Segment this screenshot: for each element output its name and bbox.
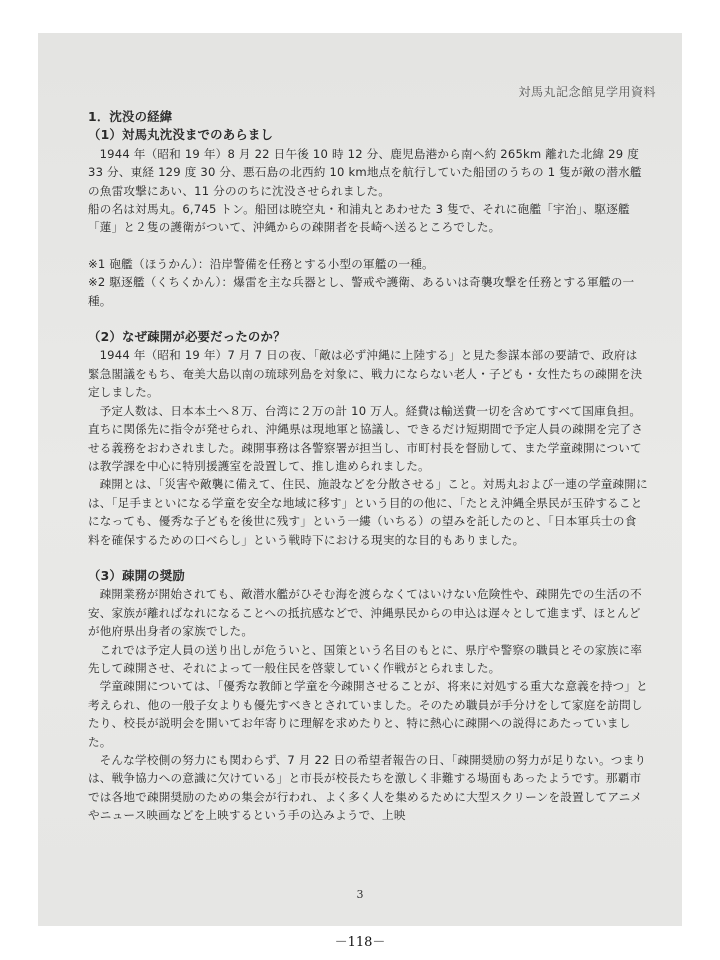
document-title: 対馬丸記念館見学用資料 — [518, 85, 656, 99]
paragraph: 1944 年（昭和 19 年）8 月 22 日午後 10 時 12 分、鹿児島港から南へ約 265km 離れた北緯 29 度 33 分、東経 129 度 30 分、悪石島の北西約 10 km地点を航行していた船団のうちの 1 隻が敵の潜水艦の魚雷攻撃にあい、11 分ののちに沈没させられました。 — [88, 146, 642, 198]
paragraph: これでは予定人員の送り出しが危ういと、国策という名目のもとに、県庁や警察の職員とその家族に率先して疎開させ、それによって一般住民を啓蒙していく作戦がとられました。 — [88, 642, 643, 675]
paragraph: 疎開業務が開始されても、敵潜水艦がひそむ海を渡らなくてはいけない危険性や、疎開先での生活の不安、家族が離ればなれになることへの抵抗感などで、沖縄県民からの申込は遅々として進まず、ほとんどが他府県出身者の家族でした。 — [88, 587, 642, 639]
section-heading: 1．沈没の経緯 — [88, 109, 173, 124]
paragraph: 学童疎開については、「優秀な教師と学童を今疎開させることが、将来に対処する重大な意義を持つ」と考えられ、他の一般子女よりも優先すべきとされていました。そのため職員が手分けをして家庭を訪問したり、校長が説明会を開いてお年寄りに理解を求めたりと、特に熱心に疎開への説得にあたっていました。 — [88, 679, 648, 749]
paragraph: そんな学校側の努力にも関わらず、7 月 22 日の希望者報告の日、「疎開奨励の努力が足りない。つまりは、戦争協力への意識に欠けている」と市長が校長たちを激しく非難する場面もあったようです。那覇市では各地で疎開奨励のための集会が行われ、よく多く人を集めるために大型スクリーンを設置してアニメやニュース映画などを上映するという手の込みようで、上映 — [88, 753, 647, 823]
document-photo — [38, 33, 682, 926]
subsection-heading-1: （1）対馬丸沈没までのあらまし — [88, 127, 274, 143]
folio-number: －118－ — [334, 935, 386, 950]
footnote-2: ※2 駆逐艦（くちくかん）：爆雷を主な兵器とし、警戒や護衛、あるいは奇襲攻撃を任務とする軍艦の一種。 — [88, 275, 635, 308]
page-number: 3 — [356, 888, 364, 901]
paragraph: 船の名は対馬丸。6,745 トン。船団は暁空丸・和浦丸とあわせた 3 隻で、それに砲艦「宇治」、駆逐艦「蓮」と２隻の護衛がついて、沖縄からの疎開者を長崎へ送るところでした。 — [88, 202, 630, 235]
paragraph: 疎開とは、「災害や敵襲に備えて、住民、施設などを分散させる」こと。対馬丸および一連の学童疎開には、「足手まといになる学童を安全な地域に移す」という目的の他に、「たとえ沖縄全県民が玉砕することになっても、優秀な子どもを後世に残す」という一縷（いちる）の望みを託したのと、「日本軍兵士の食料を確保するための口べらし」という戦時下における現実的な目的もありました。 — [88, 477, 648, 547]
subsection-heading-2: （2）なぜ疎開が必要だったのか？ — [88, 329, 286, 345]
paragraph: 予定人数は、日本本土へ８万、台湾に２万の計 10 万人。経費は輸送費一切を含めてすべて国庫負担。直ちに関係先に指令が発せられ、沖縄県は現地軍と協議し、できるだけ短期間で予定人員の疎開を完了させる義務をおわされました。疎開事務は各警察署が担当し、市町村長を督励して、また学童疎開については教学課を中心に特別援護室を設置して、推し進められました。 — [88, 403, 644, 473]
paragraph: 1944 年（昭和 19 年）7 月 7 日の夜、「敵は必ず沖縄に上陸する」と見た参謀本部の要請で、政府は緊急閣議をもち、奄美大島以南の琉球列島を対象に、戦力にならない老人・子ども・女性たちの疎開を決定しました。 — [88, 348, 643, 400]
document-body — [88, 108, 648, 825]
subsection-heading-3: （3）疎開の奨励 — [88, 567, 185, 583]
footnote-1: ※1 砲艦（ほうかん）：沿岸警備を任務とする小型の軍艦の一種。 — [88, 256, 434, 271]
